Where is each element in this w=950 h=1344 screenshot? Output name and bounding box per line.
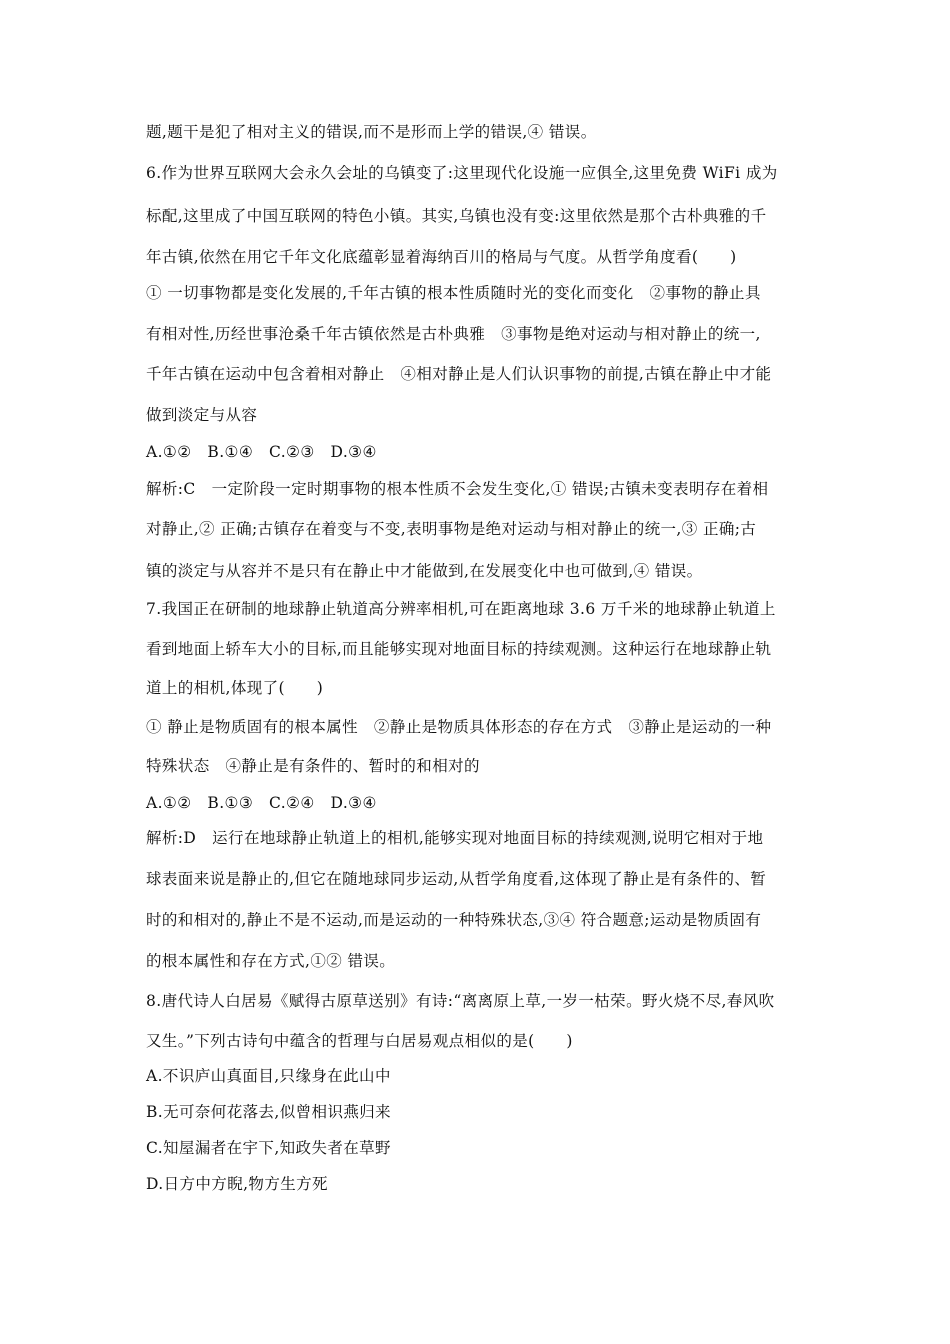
statement-line: 特殊状态 ④静止是有条件的、暂时的和相对的 [146,757,480,775]
text-line: 道上的相机,体现了( ) [146,679,324,697]
analysis-line: 对静止,② 正确;古镇存在着变与不变,表明事物是绝对运动与相对静止的统一,③ 正确;古 [146,520,757,538]
option-a: A.不识庐山真面目,只缘身在此山中 [146,1067,391,1085]
text-line: 又生。”下列古诗句中蕴含的哲理与白居易观点相似的是( ) [146,1032,573,1050]
text-line: 年古镇,依然在用它千年文化底蕴彰显着海纳百川的格局与气度。从哲学角度看( ) [146,248,737,266]
text-line: 标配,这里成了中国互联网的特色小镇。其实,乌镇也没有变:这里依然是那个古朴典雅的千 [146,207,767,225]
text-line: 看到地面上轿车大小的目标,而且能够实现对地面目标的持续观测。这种运行在地球静止轨 [146,640,772,658]
statement-line: 做到淡定与从容 [146,406,258,424]
statement-line: ① 一切事物都是变化发展的,千年古镇的根本性质随时光的变化而变化 ②事物的静止具 [146,284,761,302]
analysis-line: 解析:D 运行在地球静止轨道上的相机,能够实现对地面目标的持续观测,说明它相对于地 [146,829,764,847]
option-c: C.知屋漏者在宇下,知政失者在草野 [146,1139,391,1157]
text-line: 题,题干是犯了相对主义的错误,而不是形而上学的错误,④ 错误。 [146,123,597,141]
statement-line: 千年古镇在运动中包含着相对静止 ④相对静止是人们认识事物的前提,古镇在静止中才能 [146,365,772,383]
analysis-line: 球表面来说是静止的,但它在随地球同步运动,从哲学角度看,这体现了静止是有条件的、暂 [146,870,767,888]
answer-options: A.①② B.①③ C.②④ D.③④ [146,794,377,812]
option-d: D.日方中方睨,物方生方死 [146,1175,328,1193]
question-6-stem: 6.作为世界互联网大会永久会址的乌镇变了:这里现代化设施一应俱全,这里免费 WiFi 成为 [146,164,778,182]
option-b: B.无可奈何花落去,似曾相识燕归来 [146,1103,392,1121]
question-8-stem: 8.唐代诗人白居易《赋得古原草送别》有诗:“离离原上草,一岁一枯荣。野火烧不尽,春风吹 [146,992,775,1010]
answer-options: A.①② B.①④ C.②③ D.③④ [146,443,377,461]
statement-line: 有相对性,历经世事沧桑千年古镇依然是古朴典雅 ③事物是绝对运动与相对静止的统一, [146,325,761,343]
analysis-line: 镇的淡定与从容并不是只有在静止中才能做到,在发展变化中也可做到,④ 错误。 [146,562,703,580]
question-7-stem: 7.我国正在研制的地球静止轨道高分辨率相机,可在距离地球 3.6 万千米的地球静止轨道上 [146,600,776,618]
analysis-line: 的根本属性和存在方式,①② 错误。 [146,952,396,970]
statement-line: ① 静止是物质固有的根本属性 ②静止是物质具体形态的存在方式 ③静止是运动的一种 [146,718,772,736]
analysis-line: 解析:C 一定阶段一定时期事物的根本性质不会发生变化,① 错误;古镇未变表明存在着相 [146,480,769,498]
analysis-line: 时的和相对的,静止不是不运动,而是运动的一种特殊状态,③④ 符合题意;运动是物质固有 [146,911,762,929]
